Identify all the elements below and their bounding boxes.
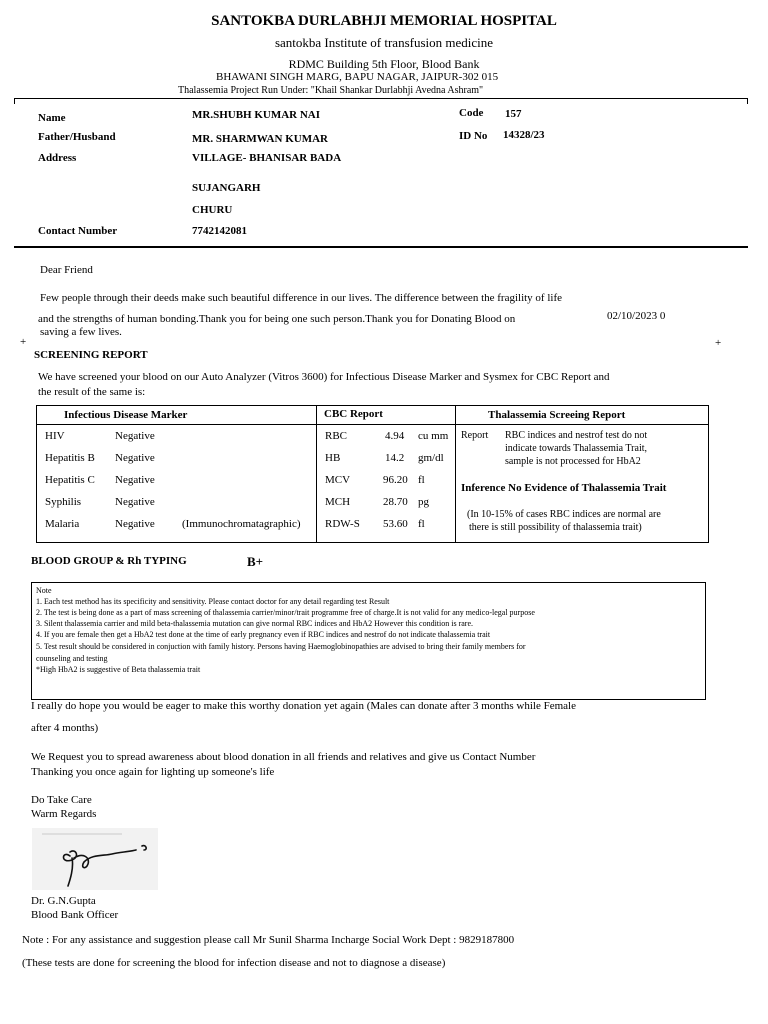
thal-note-line2: there is still possibility of thalassemia trait): [469, 522, 642, 533]
infectious-test: Malaria: [45, 518, 80, 530]
infectious-result: Negative: [115, 496, 155, 508]
thal-inference: Inference No Evidence of Thalassemia Trait: [461, 482, 667, 494]
code-value: 157: [505, 108, 522, 120]
infectious-method: (Immunochromatagraphic): [182, 518, 301, 530]
contact-value: 7742142081: [192, 225, 247, 237]
donor-divider: [14, 246, 748, 248]
blood-group-value: B+: [247, 554, 264, 569]
closing-line5: Do Take Care: [31, 794, 92, 806]
address-line3: CHURU: [192, 204, 233, 216]
signature-scribble: [32, 828, 158, 890]
closing-line6: Warm Regards: [31, 808, 97, 820]
id-value: 14328/23: [503, 129, 545, 141]
thal-header: Thalassemia Screeing Report: [488, 409, 626, 421]
footer-disclaimer: (These tests are done for screening the blood for infection disease and not to diagnose a disease): [22, 957, 446, 969]
cbc-unit: pg: [418, 496, 429, 508]
project-line: Thalassemia Project Run Under: "Khail Shankar Durlabhji Avedna Ashram": [178, 85, 484, 96]
closing-line4: Thanking you once again for lighting up someone's life: [31, 766, 275, 778]
infectious-test: HIV: [45, 430, 65, 442]
infectious-test: Syphilis: [45, 496, 82, 508]
note-item: 1. Each test method has its specificity and sensitivity. Please contact doctor for any detail regarding test Result: [36, 597, 390, 606]
father-name: MR. SHARMWAN KUMAR: [192, 133, 328, 145]
cbc-unit: cu mm: [418, 430, 449, 442]
contact-label: Contact Number: [38, 225, 118, 237]
building-address: RDMC Building 5th Floor, Blood Bank: [288, 57, 480, 71]
street-address: BHAWANI SINGH MARG, BAPU NAGAR, JAIPUR-302 015: [216, 71, 499, 83]
cbc-value: 96.20: [383, 474, 408, 486]
results-header-divider: [36, 424, 708, 425]
address-label: Address: [38, 152, 77, 164]
screening-intro-line1: We have screened your blood on our Auto Analyzer (Vitros 3600) for Infectious Disease Marker and Sysmex for CBC Report and: [38, 371, 610, 383]
cbc-unit: fl: [418, 518, 425, 530]
notes-title: Note: [36, 586, 52, 595]
header-tick-right: [747, 98, 748, 104]
code-label: Code: [459, 107, 484, 119]
header-divider-top: [14, 98, 748, 99]
signer-title: Blood Bank Officer: [31, 909, 119, 921]
cbc-param: RBC: [325, 430, 348, 442]
cbc-unit: fl: [418, 474, 425, 486]
infectious-result: Negative: [115, 452, 155, 464]
closing-line1: I really do hope you would be eager to make this worthy donation yet again (Males can donate after 3 months while Female: [31, 700, 576, 712]
col-divider-2: [455, 405, 456, 542]
infectious-result: Negative: [115, 430, 155, 442]
infectious-result: Negative: [115, 518, 155, 530]
cbc-param: HB: [325, 452, 341, 464]
blood-group-label: BLOOD GROUP & Rh TYPING: [31, 555, 187, 567]
thal-report-line2: indicate towards Thalassemia Trait,: [505, 443, 648, 454]
id-label: ID No: [459, 130, 488, 142]
cbc-value: 4.94: [385, 430, 405, 442]
note-item: counseling and testing: [36, 654, 108, 663]
name-label: Name: [38, 112, 66, 124]
infectious-test: Hepatitis B: [45, 452, 95, 464]
letter-para1-line2: and the strengths of human bonding.Thank you for being one such person.Thank you for Donating Blood on: [38, 313, 516, 325]
institute-name: santokba Institute of transfusion medicine: [274, 35, 494, 50]
note-item: 5. Test result should be considered in conjuction with family history. Persons having Haemoglobinopathies are advised to bring their family members for: [36, 642, 526, 651]
infectious-header: Infectious Disease Marker: [64, 409, 188, 421]
infectious-result: Negative: [115, 474, 155, 486]
note-item: *High HbA2 is suggestive of Beta thalassemia trait: [36, 665, 201, 674]
address-line2: SUJANGARH: [192, 182, 261, 194]
closing-line3: We Request you to spread awareness about blood donation in all friends and relatives and give us Contact Number: [31, 751, 536, 763]
plus-mark-left: +: [20, 336, 27, 348]
note-item: 3. Silent thalassemia carrier and mild beta-thalassemia mutation can give normal RBC indices and HbA2 However this condition is rare.: [36, 619, 473, 628]
greeting: Dear Friend: [40, 264, 93, 276]
letter-para1-line3: saving a few lives.: [40, 326, 122, 338]
signer-name: Dr. G.N.Gupta: [31, 895, 96, 907]
cbc-param: RDW-S: [325, 518, 360, 530]
cbc-param: MCH: [325, 496, 351, 508]
father-label: Father/Husband: [38, 131, 116, 143]
col-divider-1: [316, 405, 317, 542]
screening-intro-line2: the result of the same is:: [38, 386, 146, 398]
footer-note: Note : For any assistance and suggestion please call Mr Sunil Sharma Incharge Social Work Dept : 9829187800: [22, 934, 515, 946]
cbc-value: 28.70: [383, 496, 408, 508]
thal-note-line1: (In 10-15% of cases RBC indices are normal are: [467, 509, 661, 520]
plus-mark-right: +: [715, 337, 722, 349]
closing-line2: after 4 months): [31, 722, 99, 734]
donation-date: 02/10/2023 0: [607, 310, 666, 322]
note-item: 2. The test is being done as a part of mass screening of thalassemia carrier/minor/trait programme free of charge.It is not valid for any medico-legal purpose: [36, 608, 535, 617]
cbc-unit: gm/dl: [418, 452, 444, 464]
screening-title: SCREENING REPORT: [34, 349, 148, 361]
cbc-value: 14.2: [385, 452, 405, 464]
donor-name: MR.SHUBH KUMAR NAI: [192, 109, 321, 121]
thal-report-line1: RBC indices and nestrof test do not: [505, 430, 648, 441]
signature-image: [32, 828, 158, 890]
thal-report-label: Report: [461, 430, 489, 441]
cbc-value: 53.60: [383, 518, 408, 530]
note-item: 4. If you are female then get a HbA2 test done at the time of early pregnancy even if RBC indices and nestrof do not indicate thalassemia trait: [36, 630, 491, 639]
hospital-name: SANTOKBA DURLABHJI MEMORIAL HOSPITAL: [211, 13, 557, 29]
address-line1: VILLAGE- BHANISAR BADA: [192, 152, 342, 164]
header-tick-left: [14, 98, 15, 104]
cbc-param: MCV: [325, 474, 351, 486]
thal-report-line3: sample is not processed for HbA2: [505, 456, 641, 467]
infectious-test: Hepatitis C: [45, 474, 95, 486]
cbc-header: CBC Report: [324, 408, 383, 420]
letter-para1-line1: Few people through their deeds make such beautiful difference in our lives. The difference between the fragility of life: [40, 292, 563, 304]
